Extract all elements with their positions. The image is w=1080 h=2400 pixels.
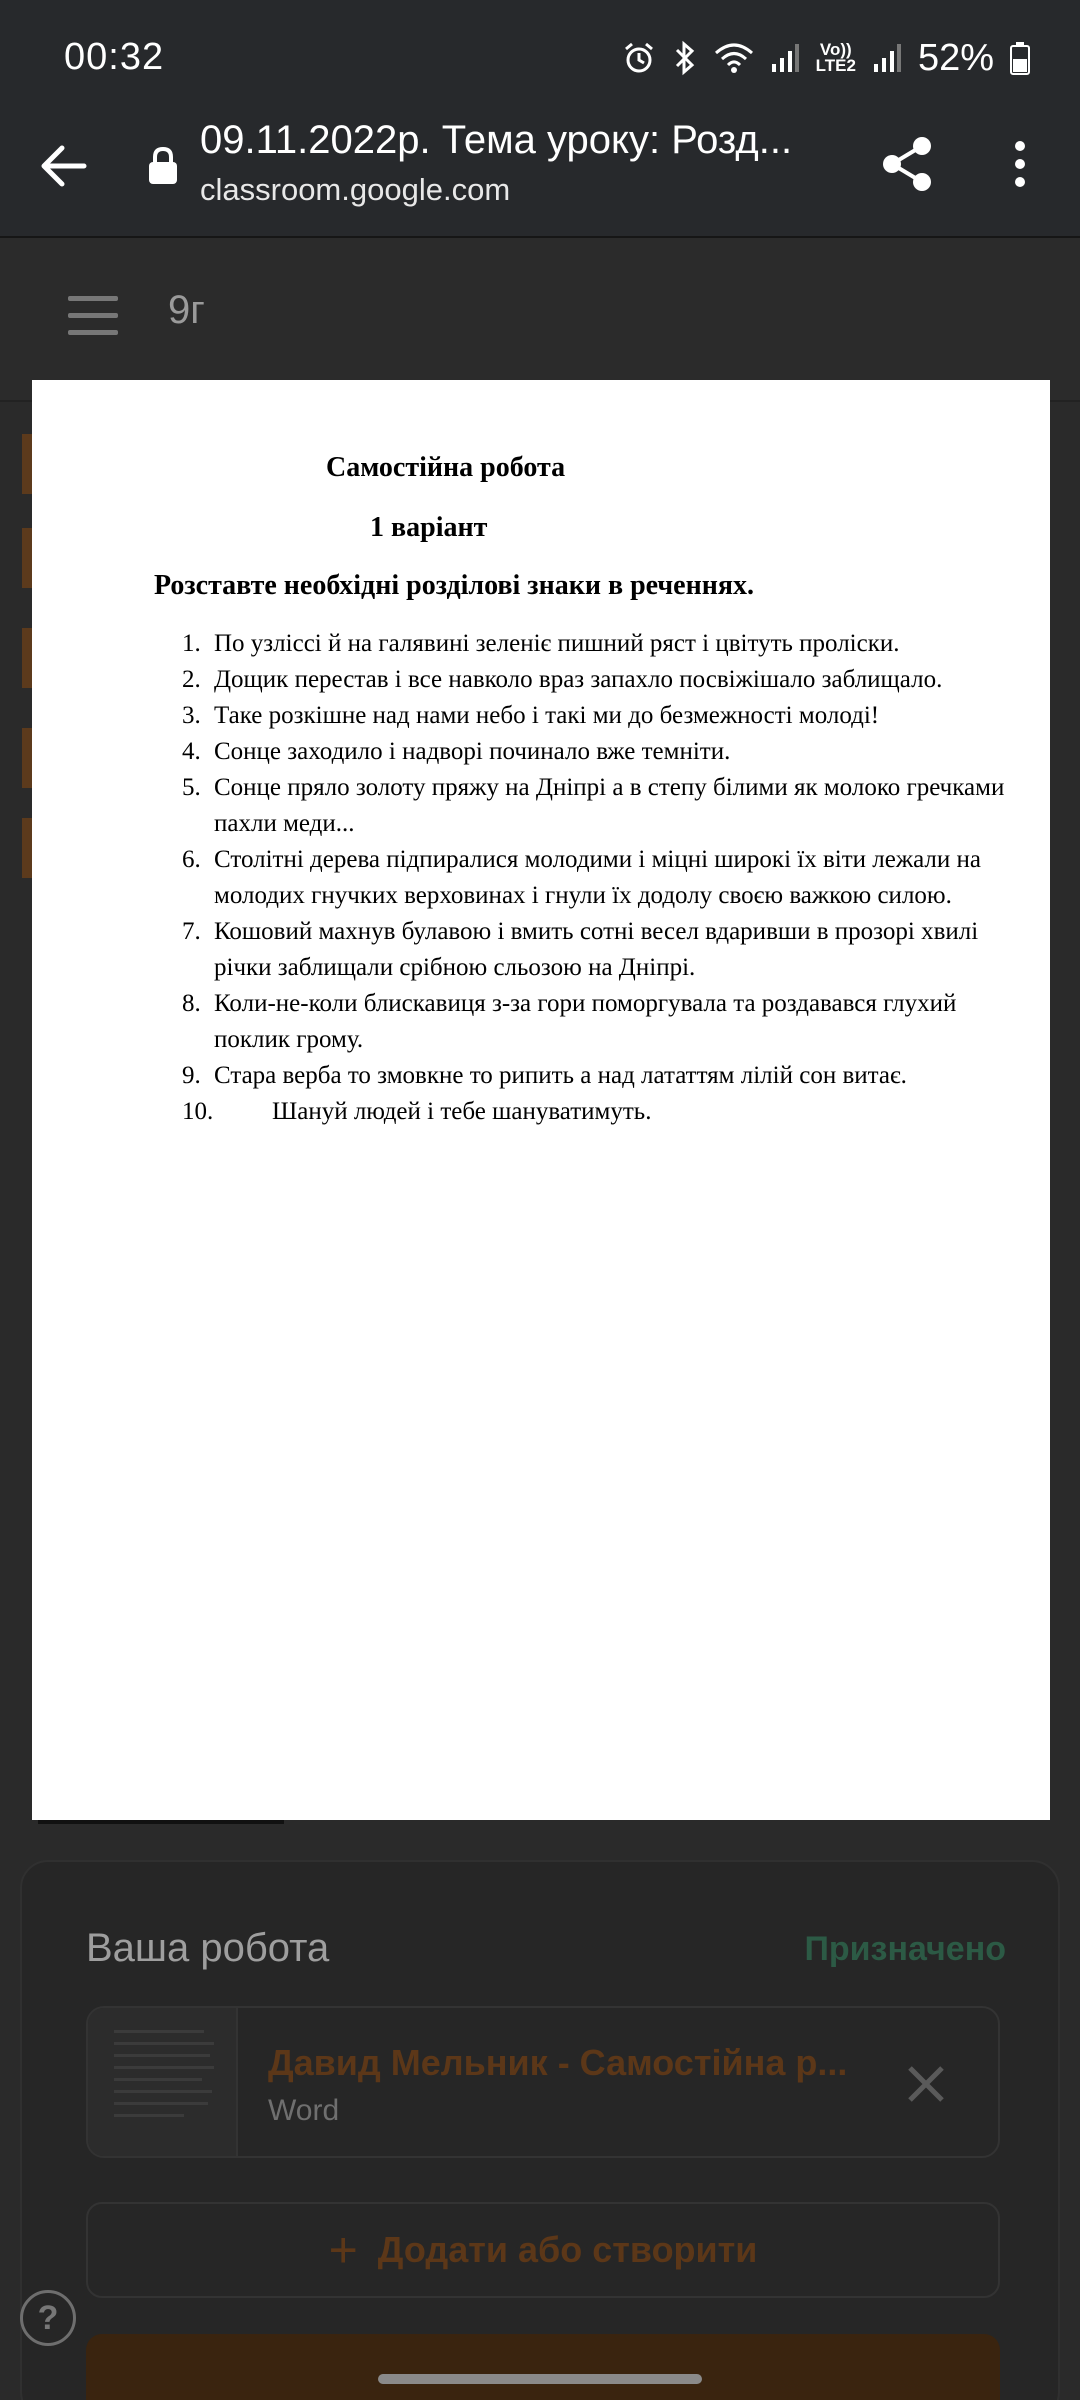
back-arrow-icon[interactable]	[34, 136, 94, 196]
attachment-item[interactable]	[86, 2006, 1000, 2158]
status-icons	[622, 36, 1030, 80]
close-icon[interactable]	[904, 2062, 948, 2106]
submit-button[interactable]	[86, 2334, 1000, 2400]
list-item: 3. Таке розкішне над нами небо і такі ми до безмежності молоді!	[182, 702, 880, 729]
menu-icon[interactable]	[68, 296, 118, 336]
plus-icon: +	[328, 2222, 358, 2278]
class-header	[0, 238, 1080, 402]
your-work-card	[20, 1860, 1060, 2400]
document-title: Самостійна робота	[326, 452, 566, 483]
help-button[interactable]: ?	[20, 2290, 76, 2346]
gesture-bar[interactable]	[378, 2374, 702, 2384]
more-vert-icon[interactable]	[1000, 132, 1040, 196]
bluetooth-icon	[672, 40, 698, 76]
list-item: 4. Сонце заходило і надворі починало вже темніти.	[182, 738, 731, 765]
wifi-icon	[714, 41, 754, 75]
class-name[interactable]: 9г	[168, 288, 205, 332]
document-preview	[32, 380, 1050, 1820]
lock-icon	[146, 146, 180, 186]
list-item: 1. По узліссі й на галявині зеленіє пишний ряст і цвітуть проліски.	[182, 630, 900, 657]
list-item: 6. Столітні дерева підпиралися молодими і міцні широкі їх віти лежали на молодих гнучких верховинах і гнули їх додолу своєю важкою силою.	[182, 846, 982, 909]
add-or-create-label: Додати або створити	[377, 2229, 758, 2270]
attachment-thumbnail	[88, 2008, 238, 2156]
attachment-type: Word	[268, 2094, 340, 2127]
battery-icon	[1010, 41, 1030, 75]
attachment-name[interactable]: Давид Мельник - Самостійна р...	[268, 2042, 848, 2083]
add-or-create-button[interactable]	[86, 2202, 1000, 2298]
clock: 00:32	[64, 36, 165, 78]
page-title[interactable]: 09.11.2022р. Тема уроку: Розд...	[200, 118, 793, 162]
signal-icon	[770, 42, 800, 74]
url-host[interactable]: classroom.google.com	[200, 172, 511, 207]
list-item: 8. Коли-не-коли блискавиця з-за гори поморгувала та роздавався глухий поклик грому.	[182, 990, 957, 1053]
document-variant: 1 варіант	[370, 512, 488, 543]
battery-percent: 52%	[917, 36, 994, 79]
list-item: 2. Дощик перестав і все навколо враз запахло посвіжішало заблищало.	[182, 666, 943, 693]
volte-indicator: Vo)) LTE2	[815, 40, 856, 75]
document-task: Розставте необхідні розділові знаки в реченнях.	[154, 570, 755, 601]
list-item: 10. Шануй людей і тебе шануватимуть.	[182, 1098, 652, 1125]
list-item: 5. Сонце пряло золоту пряжу на Дніпрі а в степу білими як молоко гречками пахли меди...	[182, 774, 1005, 837]
browser-toolbar	[0, 110, 1080, 238]
share-icon[interactable]	[876, 132, 940, 196]
list-item: 9. Стара верба то змовкне то рипить а над лататтям лілій сон витає.	[182, 1062, 907, 1089]
list-item: 7. Кошовий махнув булавою і вмить сотні весел вдаривши в прозорі хвилі річки заблищали срібною сльозою на Дніпрі.	[182, 918, 979, 981]
status-bar	[0, 0, 1080, 110]
your-work-title: Ваша робота	[86, 1926, 330, 1970]
assignment-status: Призначено	[804, 1930, 1006, 1968]
sentence-list	[182, 626, 1022, 1130]
alarm-icon	[622, 41, 656, 75]
signal-icon-2	[872, 42, 902, 74]
